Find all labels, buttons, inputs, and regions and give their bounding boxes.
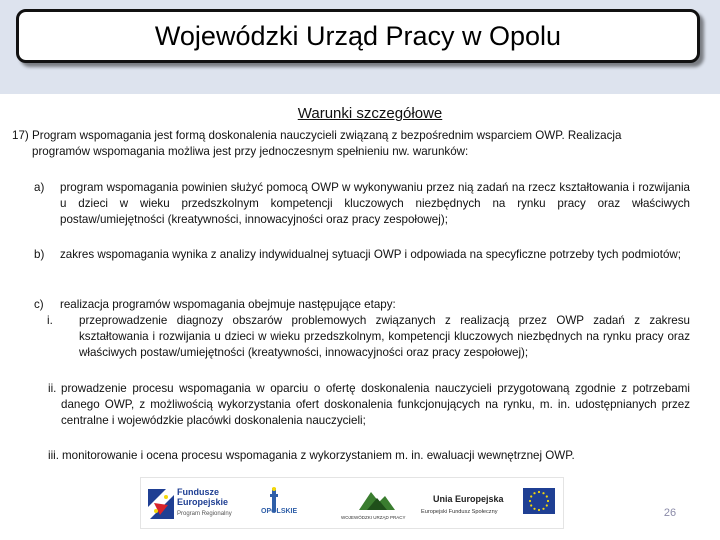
point-17-text1: Program wspomagania jest formą doskonalenia nauczycieli związaną z bezpośrednim wsparciem OWP. Realizacja bbox=[32, 129, 622, 142]
point-17-line1 bbox=[12, 128, 692, 144]
item-c-i-marker: i. bbox=[47, 314, 53, 327]
fundusze-europejskie-logo bbox=[146, 485, 176, 521]
page-number: 26 bbox=[663, 507, 677, 519]
wup-mountains-icon bbox=[359, 484, 395, 512]
item-b-marker: b) bbox=[34, 248, 45, 261]
page-title: Wojewódzki Urząd Pracy w Opolu bbox=[16, 9, 700, 63]
item-c-ii-text: prowadzenie procesu wspomagania w oparciu o ofertę doskonalenia nauczycieli przygotowaną zgodnie z potrzebami danego OWP, z możliwością wykorzystania ofert doskonalenia funkcjonujących na rynku, m. in. udostępnianych przez centralne i wojewódzkie placówki doskonalenia nauczycieli; bbox=[61, 382, 690, 427]
item-a-text: program wspomagania powinien służyć pomocą OWP w wykonywaniu przez nią zadań na rzecz kształtowania i rozwijania u dzieci w wieku przedszkolnym kompetencji kluczowych niezbędnych na rynku pracy oraz właściwych postaw/umiejętności (kreatywności, innowacyjności oraz pracy zespołowej); bbox=[60, 181, 690, 226]
wup-text: WOJEWÓDZKI URZĄD PRACY bbox=[341, 515, 406, 520]
logo-strip bbox=[140, 477, 564, 529]
point-17-line2: programów wspomagania możliwa jest przy jednoczesnym spełnieniu nw. warunków: bbox=[32, 145, 469, 158]
ue-line2: Europejski Fundusz Społeczny bbox=[421, 509, 498, 515]
item-c-iii-marker: iii. bbox=[48, 449, 59, 462]
fe-line2: Europejskie bbox=[177, 497, 229, 507]
fe-line1: Fundusze bbox=[177, 487, 219, 497]
eu-flag-icon bbox=[523, 488, 555, 514]
item-c-text: realizacja programów wspomagania obejmuje następujące etapy: bbox=[60, 298, 396, 311]
section-subtitle bbox=[0, 105, 720, 122]
subtitle-text: Warunki szczegółowe bbox=[297, 105, 443, 122]
item-c-i-text: przeprowadzenie diagnozy obszarów problemowych związanych z realizacją przez OWP zadań z zakresu kształtowania i rozwijania u dzieci w wieku przedszkolnym, kompetencji kluczowych niezbędnych na rynku pracy oraz właściwych postaw/umiejętności (kreatywności, innowacyjności oraz pracy zespołowej); bbox=[79, 314, 690, 359]
ue-line1: Unia Europejska bbox=[433, 494, 504, 504]
item-c-iii-text: monitorowanie i ocena procesu wspomagania z wykorzystaniem m. in. ewaluacji wewnętrznej OWP. bbox=[62, 449, 575, 462]
item-c-ii-marker: ii. bbox=[48, 382, 57, 395]
item-a-marker: a) bbox=[34, 181, 45, 194]
point-17-number: 17) bbox=[12, 129, 29, 142]
opolskie-text: OPOLSKIE bbox=[261, 508, 298, 515]
item-b-text: zakres wspomagania wynika z analizy indywidualnej sytuacji OWP i odpowiada na specyficzne potrzeby tych podmiotów; bbox=[60, 248, 682, 261]
fe-line3: Program Regionalny bbox=[177, 511, 232, 517]
item-c-marker: c) bbox=[34, 298, 44, 311]
point-17 bbox=[12, 128, 692, 160]
